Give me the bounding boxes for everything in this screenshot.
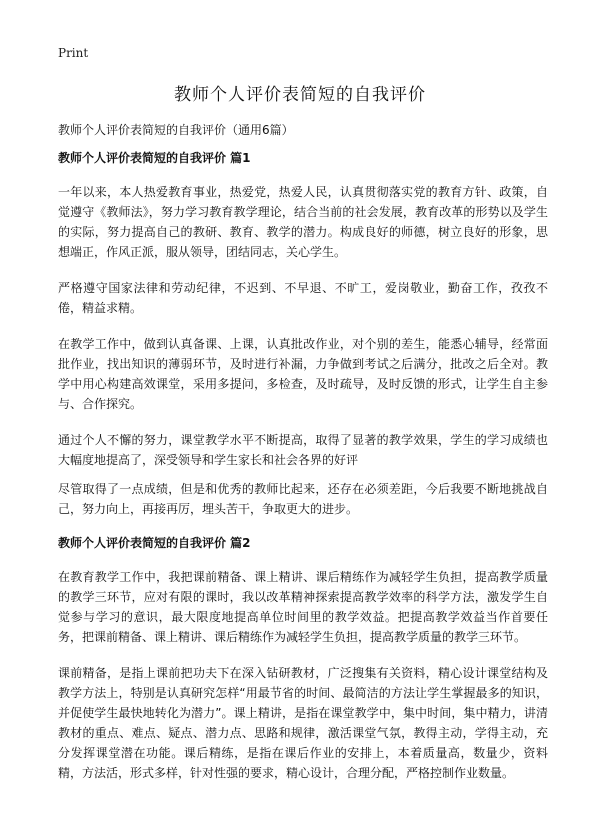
document-subtitle: 教师个人评价表简短的自我评价（通用6篇） — [58, 123, 294, 137]
paragraph: 严格遵守国家法律和劳动纪律，不迟到、不早退、不旷工，爱岗敬业，勤奋工作，孜孜不倦，精益求精。 — [58, 281, 548, 315]
paragraph: 通过个人不懈的努力，课堂教学水平不断提高，取得了显著的教学效果，学生的学习成绩也大幅度地提高了，深受领导和学生家长和社会各界的好评 — [58, 433, 548, 467]
section-heading: 教师个人评价表简短的自我评价 篇1 — [58, 151, 251, 165]
section-1 — [58, 150, 548, 519]
section-heading: 教师个人评价表简短的自我评价 篇2 — [58, 536, 251, 550]
page-title: 教师个人评价表简短的自我评价 — [174, 85, 426, 105]
paragraph: 尽管取得了一点成绩，但是和优秀的教师比起来，还存在必须差距，今后我要不断地挑战自己，努力向上，再接再厉，埋头苦干，争取更大的进步。 — [58, 482, 548, 516]
document-content — [58, 150, 548, 799]
paragraph: 在教育教学工作中，我把课前精备、课上精讲、课后精练作为减轻学生负担，提高教学质量的教学三环节，应对有限的课时，我以改革精神探索提高教学效率的科学方法，激发学生自觉参与学习的意识，最大限度地提高单位时间里的教学效益。把提高教学效益当作首要任务，把课前精备、课上精讲、课后精练作为减轻学生负担，提高教学质量的教学三环节。 — [58, 570, 548, 644]
print-link[interactable]: Print — [58, 46, 89, 60]
paragraph: 在教学工作中，做到认真备课、上课，认真批改作业，对个别的差生，能悉心辅导，经常面批作业，找出知识的薄弱环节，及时进行补漏，力争做到考试之后满分，批改之后全对。教学中用心构建高效课堂，采用多提问，多检查，及时疏导，及时反馈的形式，让学生自主参与、合作探究。 — [58, 337, 548, 411]
paragraph: 一年以来，本人热爱教育事业，热爱党，热爱人民，认真贯彻落实党的教育方针、政策，自觉遵守《教师法》，努力学习教育教学理论，结合当前的社会发展，教育改革的形势以及学生的实际，努力提高自己的教研、教育、教学的潜力。构成良好的师德，树立良好的形象，思想端正，作风正派，服从领导，团结同志，关心学生。 — [58, 185, 548, 259]
paragraph: 课前精备，是指上课前把功夫下在深入钻研教材，广泛搜集有关资料，精心设计课堂结构及教学方法上，特别是认真研究怎样“用最节省的时间、最简洁的方法让学生掌握最多的知识，并促使学生最快地转化为潜力”。课上精讲，是指在课堂教学中，集中时间，集中精力，讲清教材的重点、难点、疑点、潜力点、思路和规律，激活课堂气氛，教得主动，学得主动，充分发挥课堂潜在功能。课后精练，是指在课后作业的安排上，本着质量高，数量少，资料精，方法活，形式多样，针对性强的要求，精心设计，合理分配，严格控制作业数量。 — [58, 666, 548, 780]
section-2 — [58, 535, 548, 783]
